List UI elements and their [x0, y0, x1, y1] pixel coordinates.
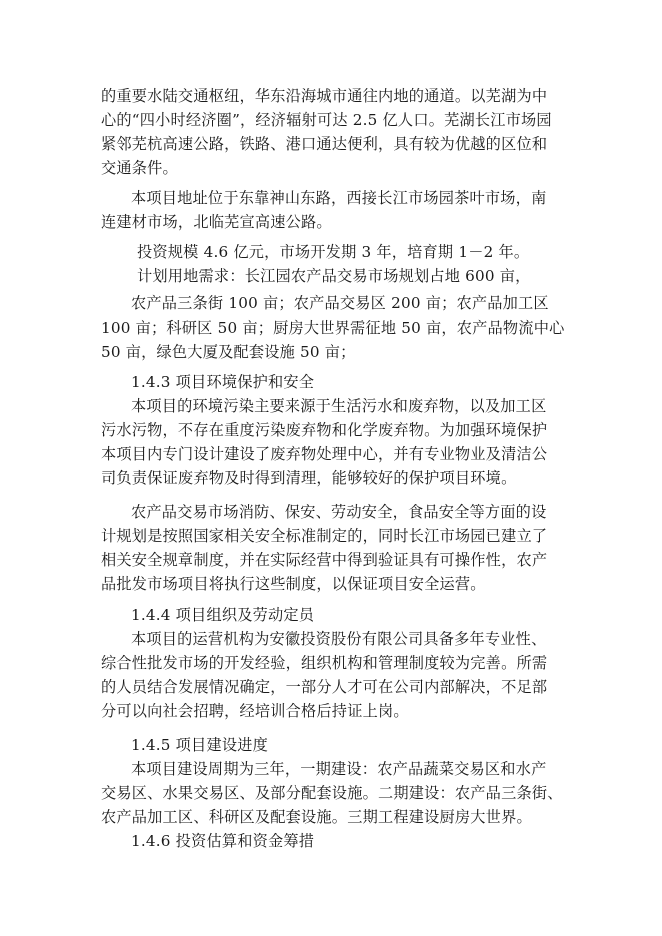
paragraph-line: 计规划是按照国家相关安全标准制定的，同时长江市场园已建立了: [101, 527, 548, 545]
paragraph-line: 农产品三条街 100 亩；农产品交易区 200 亩；农产品加工区: [131, 294, 549, 312]
paragraph-line: 心的“四小时经济圈”，经济辐射可达 2.5 亿人口。芜湖长江市场园: [101, 111, 552, 129]
paragraph-line: 分可以向社会招聘，经培训合格后持证上岗。: [101, 702, 409, 720]
section-heading-1-4-5: 1.4.5 项目建设进度: [131, 736, 268, 754]
paragraph-line: 50 亩，绿色大厦及配套设施 50 亩；: [101, 343, 356, 361]
paragraph-line: 本项目的环境污染主要来源于生活污水和废弃物，以及加工区: [131, 397, 547, 415]
paragraph-line: 本项目的运营机构为安徽投资股份有限公司具备多年专业性、: [131, 630, 547, 648]
paragraph-line: 相关安全规章制度，并在实际经营中得到验证具有可操作性，农产: [101, 551, 548, 569]
paragraph-line: 的重要水陆交通枢纽，华东沿海城市通往内地的通道。以芜湖为中: [101, 87, 548, 105]
paragraph-line: 的人员结合发展情况确定，一部分人才可在公司内部解决，不足部: [101, 678, 548, 696]
paragraph-line: 农产品交易市场消防、保安、劳动安全，食品安全等方面的设: [131, 503, 547, 521]
paragraph-line: 100 亩；科研区 50 亩；厨房大世界需征地 50 亩，农产品物流中心: [101, 319, 565, 337]
paragraph-line: 投资规模 4.6 亿元，市场开发期 3 年，培育期 1－2 年。: [137, 243, 530, 261]
paragraph-line: 交易区、水果交易区、及部分配套设施。二期建设：农产品三条街、: [101, 784, 563, 802]
paragraph-line: 本项目内专门设计建设了废弃物处理中心，并有专业物业及清洁公: [101, 445, 548, 463]
paragraph-line: 污水污物，不存在重度污染废弃物和化学废弃物。为加强环境保护: [101, 421, 548, 439]
paragraph-line: 计划用地需求：长江园农产品交易市场规划占地 600 亩，: [137, 267, 531, 285]
section-heading-1-4-3: 1.4.3 项目环境保护和安全: [131, 373, 315, 391]
paragraph-line: 本项目建设周期为三年，一期建设：农产品蔬菜交易区和水产: [131, 760, 547, 778]
paragraph-line: 本项目地址位于东靠神山东路，西接长江市场园茶叶市场，南: [131, 189, 547, 207]
paragraph-line: 连建材市场，北临芜宣高速公路。: [101, 213, 332, 231]
paragraph-line: 品批发市场项目将执行这些制度，以保证项目安全运营。: [101, 575, 486, 593]
section-heading-1-4-6: 1.4.6 投资估算和资金筹措: [131, 832, 315, 850]
section-heading-1-4-4: 1.4.4 项目组织及劳动定员: [131, 606, 315, 624]
paragraph-line: 农产品加工区、科研区及配套设施。三期工程建设厨房大世界。: [101, 808, 532, 826]
paragraph-line: 司负责保证废弃物及时得到清理，能够较好的保护项目环境。: [101, 469, 517, 487]
paragraph-line: 交通条件。: [101, 159, 178, 177]
paragraph-line: 紧邻芜杭高速公路，铁路、港口通达便利，具有较为优越的区位和: [101, 135, 548, 153]
paragraph-line: 综合性批发市场的开发经验，组织机构和管理制度较为完善。所需: [101, 654, 548, 672]
